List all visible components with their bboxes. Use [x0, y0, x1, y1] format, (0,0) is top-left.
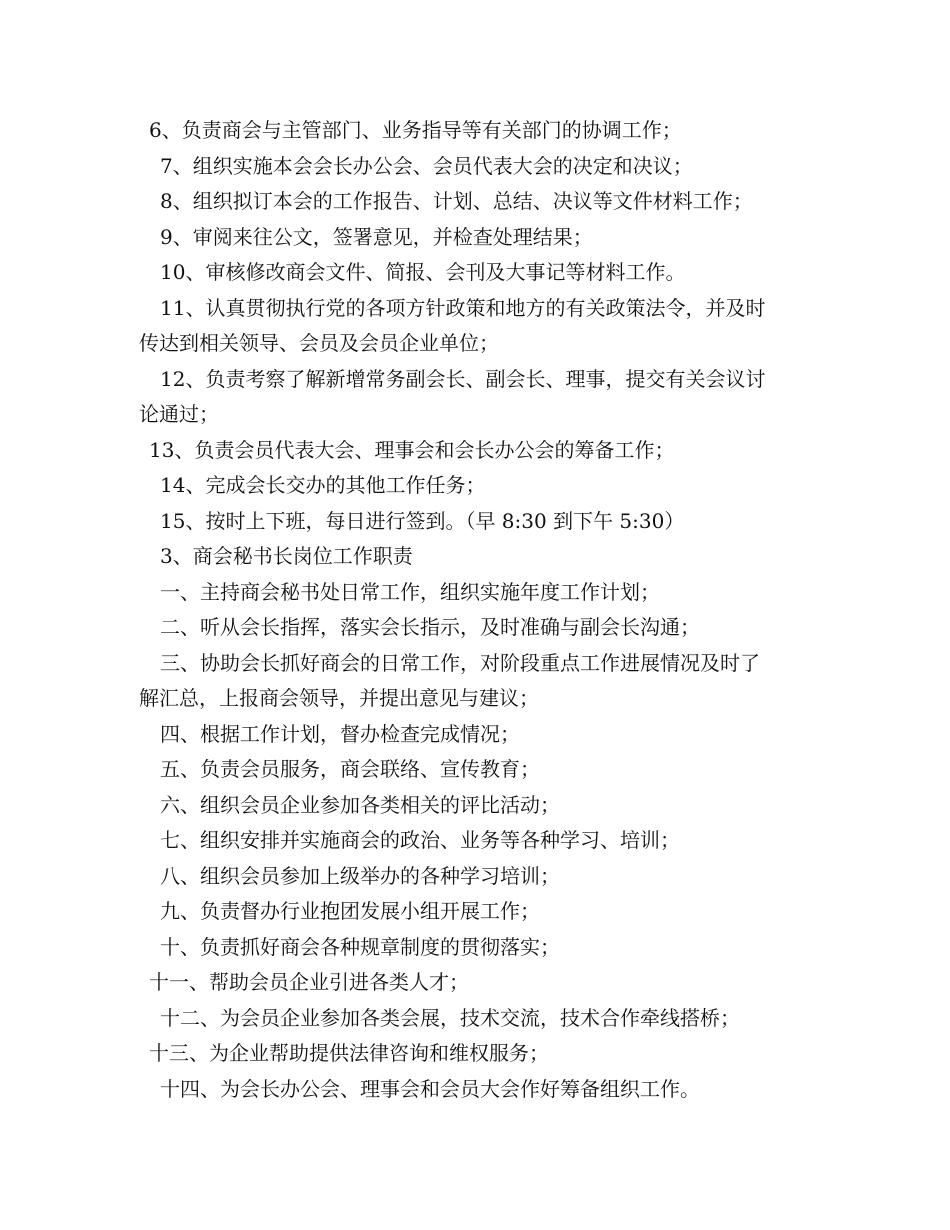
doc-line-12: 15、按时上下班，每日进行签到。（早 8:30 到下午 5:30）: [160, 509, 685, 533]
doc-line-28: 十四、为会长办公会、理事会和会员大会作好筹备组织工作。: [160, 1077, 700, 1101]
doc-line-27: 十三、为企业帮助提供法律咨询和维权服务；: [149, 1041, 549, 1065]
doc-line-13: 3、商会秘书长岗位工作职责: [160, 544, 413, 568]
doc-line-19: 五、负责会员服务，商会联络、宣传教育；: [160, 757, 540, 781]
doc-line-11: 14、完成会长交办的其他工作任务；: [160, 473, 486, 497]
doc-line-4: 9、审阅来往公文，签署意见，并检查处理结果；: [160, 225, 593, 249]
doc-line-18: 四、根据工作计划，督办检查完成情况；: [160, 722, 520, 746]
doc-line-8: 12、负责考察了解新增常务副会长、副会长、理事，提交有关会议讨: [160, 367, 766, 391]
doc-line-16: 三、协助会长抓好商会的日常工作，对阶段重点工作进展情况及时了: [160, 651, 760, 675]
doc-line-2: 7、组织实施本会会长办公会、会员代表大会的决定和决议；: [160, 154, 693, 178]
doc-line-20: 六、组织会员企业参加各类相关的评比活动；: [160, 793, 560, 817]
doc-line-15: 二、听从会长指挥，落实会长指示，及时准确与副会长沟通；: [160, 615, 700, 639]
doc-line-22: 八、组织会员参加上级举办的各种学习培训；: [160, 864, 560, 888]
doc-line-26: 十二、为会员企业参加各类会展，技术交流，技术合作牵线搭桥；: [160, 1006, 740, 1030]
doc-line-24: 十、负责抓好商会各种规章制度的贯彻落实；: [160, 935, 560, 959]
doc-line-21: 七、组织安排并实施商会的政治、业务等各种学习、培训；: [160, 828, 680, 852]
doc-line-5: 10、审核修改商会文件、简报、会刊及大事记等材料工作。: [160, 260, 686, 284]
doc-line-3: 8、组织拟订本会的工作报告、计划、总结、决议等文件材料工作；: [160, 189, 753, 213]
doc-line-23: 九、负责督办行业抱团发展小组开展工作；: [160, 899, 540, 923]
doc-line-25: 十一、帮助会员企业引进各类人才；: [149, 970, 469, 994]
doc-line-1: 6、负责商会与主管部门、业务指导等有关部门的协调工作；: [149, 118, 682, 142]
doc-line-14: 一、主持商会秘书处日常工作，组织实施年度工作计划；: [160, 580, 660, 604]
doc-line-7: 传达到相关领导、会员及会员企业单位；: [139, 331, 499, 355]
doc-line-17: 解汇总，上报商会领导，并提出意见与建议；: [139, 686, 539, 710]
doc-line-9: 论通过；: [139, 402, 219, 426]
doc-line-6: 11、认真贯彻执行党的各项方针政策和地方的有关政策法令，并及时: [160, 296, 766, 320]
doc-line-10: 13、负责会员代表大会、理事会和会长办公会的筹备工作；: [149, 438, 675, 462]
